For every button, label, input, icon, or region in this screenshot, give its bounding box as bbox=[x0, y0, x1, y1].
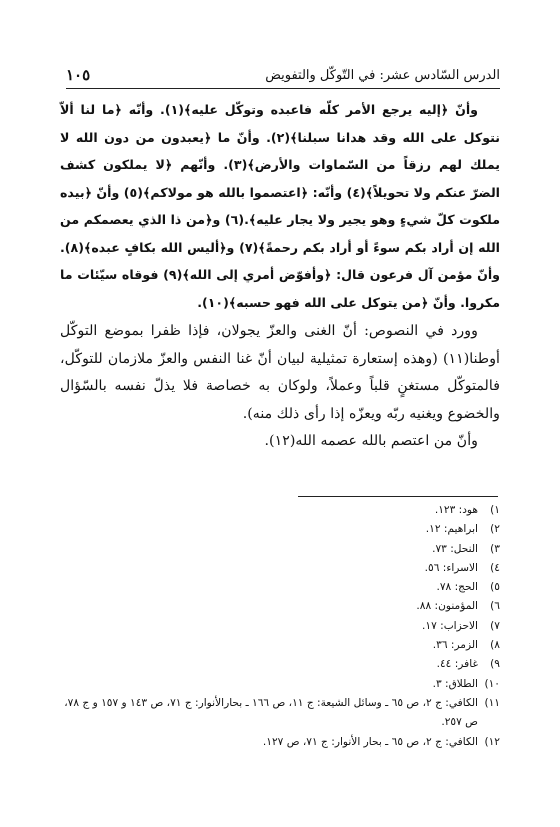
footnote-item bbox=[60, 578, 500, 597]
footnote-item bbox=[60, 597, 500, 616]
footnote-text: غافر: ٤٤. bbox=[436, 658, 478, 671]
footnote-item bbox=[60, 520, 500, 539]
footnote-number: ١٠) bbox=[484, 677, 500, 690]
footnote-text: الزمر: ٣٦. bbox=[432, 639, 478, 652]
footnote-number: ٩) bbox=[490, 658, 500, 671]
running-header bbox=[66, 62, 500, 89]
page-number: ١٠٥ bbox=[66, 66, 91, 84]
footnote-number: ٤) bbox=[490, 561, 500, 574]
footnote-number: ٣) bbox=[490, 542, 500, 555]
footnote-number: ٥) bbox=[490, 581, 500, 594]
footnote-item bbox=[60, 675, 500, 694]
footnote-text: ابراهيم: ١٢. bbox=[425, 523, 478, 536]
footnote-text: هود: ١٢٣. bbox=[434, 504, 478, 516]
footnote-item bbox=[60, 540, 500, 559]
footnote-number: ٦) bbox=[490, 600, 500, 613]
footnote-text: الكافي: ج ٢، ص ٦٥ ـ وسائل الشيعة: ج ١١، ص ١٦٦ ـ بحارالأنوار: ج ٧١، ص ١٤٣ و ١٥٧ و ج ٧٨، ص ٢٥٧. bbox=[64, 696, 478, 729]
paragraph-conclusion: وأنّ من اعتصم بالله عصمه الله(١٢). bbox=[264, 433, 478, 449]
footnote-number: ٢) bbox=[490, 523, 500, 536]
paragraph-quranic-verses: وأنّ ﴿إليه يرجع الأمر كلّه فاعبده وتوكّل عليه﴾(١). وأنّه ﴿ما لنا ألاّ نتوكل على الله وقد هدانا سبلنا﴾(٢). وأنّ ما ﴿يعبدون من دون الله لا يملك لهم رزقاً من السّماوات والأرض﴾(٣). وأنّهم ﴿لا يملكون كشف الضرّ عنكم ولا تحويلاً﴾(٤) وأنّه: ﴿اعتصموا بالله هو مولاكم﴾(٥) وأنّ ﴿بيده ملكوت كلّ شيءٍ وهو يجير ولا يجار عليه﴾.(٦) و﴿من ذا الذي يعصمكم من الله إن أراد بكم سوءً أو أراد بكم رحمةً﴾(٧) و﴿أليس الله بكافٍ عبده﴾(٨). وأنّ مؤمن آل فرعون قال: ﴿وأفوّض أمري إلى الله﴾(٩) فوقاه سيّئات ما مكروا. وأنّ ﴿من يتوكل على الله فهو حسبه﴾(١٠). bbox=[60, 102, 500, 310]
footnote-separator bbox=[298, 496, 498, 497]
footnote-item bbox=[60, 501, 500, 520]
footnote-text: الحج: ٧٨. bbox=[436, 581, 478, 594]
footnote-item bbox=[60, 655, 500, 674]
footnote-text: المؤمنون: ٨٨. bbox=[416, 600, 478, 613]
footnote-number: ٨) bbox=[490, 639, 500, 652]
footnote-text: الاحزاب: ١٧. bbox=[422, 619, 478, 632]
footnote-text: الطلاق: ٣. bbox=[432, 677, 478, 690]
footnote-item bbox=[60, 617, 500, 636]
paragraph-narrations: وورد في النصوص: أنّ الغنى والعزّ يجولان، فإذا ظفرا بموضع التوكّل أوطنا(١١) (وهذه إستعارة تمثيلية لبيان أنّ غنا النفس والعزّ ملازمان للتوكّل، فالمتوكّل مستغنٍ قلباً وعملاً، ولوكان به خصاصة فلا يذلّ نفسه بالسّؤال والخضوع ويغنيه ربّه ويعزّه إذا رأى ذلك منه). bbox=[60, 323, 500, 422]
footnote-number: ١٢) bbox=[484, 735, 500, 748]
footnote-text: الاسراء: ٥٦. bbox=[424, 561, 478, 574]
footnote-item bbox=[60, 636, 500, 655]
footnote-item bbox=[60, 694, 500, 733]
header-title: الدرس السّادس عشر: في التّوكّل والتفويض bbox=[265, 67, 500, 83]
footnote-text: الكافي: ج ٢، ص ٦٥ ـ بحار الأنوار: ج ٧١، ص ١٢٧. bbox=[262, 735, 478, 748]
footnote-number: ١) bbox=[490, 504, 500, 516]
footnote-item bbox=[60, 559, 500, 578]
footnote-number: ٧) bbox=[490, 619, 500, 632]
footnotes-list bbox=[60, 501, 500, 752]
footnote-number: ١١) bbox=[484, 696, 500, 709]
footnote-item bbox=[60, 733, 500, 752]
footnote-text: النحل: ٧٣. bbox=[432, 542, 478, 555]
main-text bbox=[60, 96, 500, 456]
